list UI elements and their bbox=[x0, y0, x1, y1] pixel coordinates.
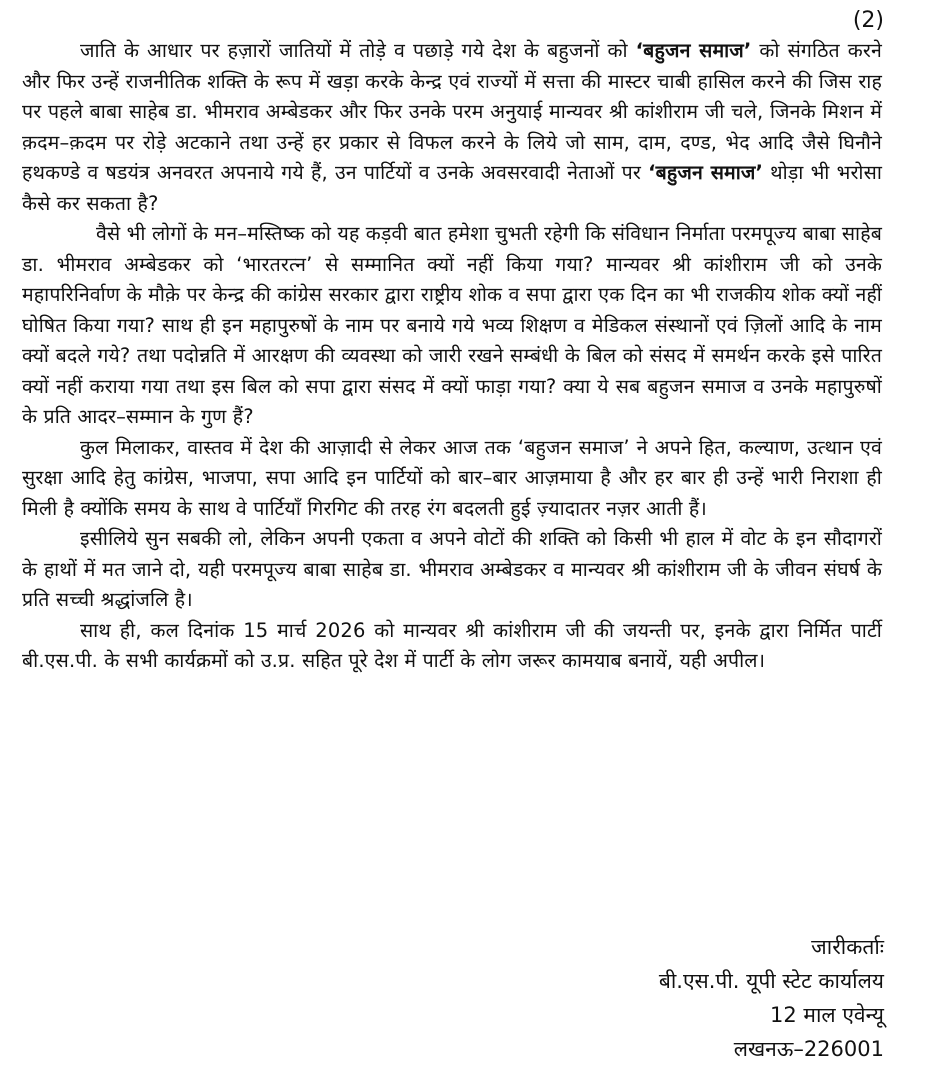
bahujan-samaj-term-1: ‘बहुजन समाज’ bbox=[635, 39, 752, 62]
issuer-street: 12 माल एवेन्यू bbox=[770, 1003, 884, 1027]
issuer-block bbox=[659, 930, 884, 1066]
bahujan-samaj-term-2: ‘बहुजन समाज’ bbox=[648, 161, 764, 184]
issuer-city: लखनऊ–226001 bbox=[733, 1037, 884, 1061]
paragraph-1-middle: को संगठित करने और फिर उन्हें राजनीतिक शक्ति के रूप में खड़ा करके केन्द्र एवं राज्यों में सत्ता की मास्टर चाबी हासिल करने की जिस राह पर पहले बाबा साहेब डा. भीमराव अम्बेडकर और फिर उनके परम अनुयाई मान्यवर श्री कांशीराम जी चले, जिनके मिशन में क़दम–क़दम पर रोड़े अटकाने तथा उन्हें हर प्रकार से विफल करने के लिये जो साम, दाम, दण्ड, भेद आदि जैसे घिनौने हथकण्डे व षडयंत्र अनवरत अपनाये गये हैं, उन पार्टियों व उनके अवसरवादी नेताओं पर bbox=[22, 39, 882, 184]
issuer-office: बी.एस.पी. यूपी स्टेट कार्यालय bbox=[658, 969, 884, 993]
page-number: (2) bbox=[852, 8, 884, 33]
press-release-body bbox=[22, 36, 882, 677]
paragraph-5: साथ ही, कल दिनांक 15 मार्च 2026 को मान्यवर श्री कांशीराम जी की जयन्ती पर, इनके द्वारा निर्मित पार्टी बी.एस.पी. के सभी कार्यक्रमों को उ.प्र. सहित पूरे देश में पार्टी के लोग जरूर कामयाब बनायें, यही अपील। bbox=[22, 618, 882, 672]
paragraph-3: कुल मिलाकर, वास्तव में देश की आज़ादी से लेकर आज तक ‘बहुजन समाज’ ने अपने हित, कल्याण, उत्थान एवं सुरक्षा आदि हेतु कांग्रेस, भाजपा, सपा आदि इन पार्टियों को बार–बार आज़माया है और हर बार ही उन्हें भारी निराशा ही मिली है क्योंकि समय के साथ वे पार्टियाँ गिरगिट की तरह रंग बदलती हुई ज़्यादातर नज़र आती हैं। bbox=[22, 435, 882, 520]
paragraph-4: इसीलिये सुन सबकी लो, लेकिन अपनी एकता व अपने वोटों की शक्ति को किसी भी हाल में वोट के इन सौदागरों के हाथों में मत जाने दो, यही परमपूज्य बाबा साहेब डा. भीमराव अम्बेडकर व मान्यवर श्री कांशीराम जी के जीवन संघर्ष के प्रति सच्ची श्रद्धांजलि है। bbox=[22, 527, 882, 611]
paragraph-1-intro: जाति के आधार पर हज़ारों जातियों में तोड़े व पछाड़े गये देश के बहुजनों को bbox=[80, 39, 636, 62]
paragraph-1-end: थोड़ा भी भरोसा कैसे कर सकता है? bbox=[22, 161, 883, 215]
paragraph-1 bbox=[22, 36, 882, 219]
issuer-label: जारीकर्ताः bbox=[811, 935, 884, 959]
paragraph-2: वैसे भी लोगों के मन–मस्तिष्क को यह कड़वी बात हमेशा चुभती रहेगी कि संविधान निर्माता परमपूज्य बाबा साहेब डा. भीमराव अम्बेडकर को ‘भारतरत्न’ से सम्मानित क्यों नहीं किया गया? मान्यवर श्री कांशीराम जी को उनके महापरिनिर्वाण के मौक़े पर केन्द्र की कांग्रेस सरकार द्वारा राष्ट्रीय शोक व सपा द्वारा एक दिन का भी राजकीय शोक क्यों नहीं घोषित किया गया? साथ ही इन महापुरुषों के नाम पर बनाये गये भव्य शिक्षण व मेडिकल संस्थानों एवं ज़िलों आदि के नाम क्यों बदले गये? तथा पदोन्नति में आरक्षण की व्यवस्था को जारी रखने सम्बंधी के बिल को संसद में समर्थन करके इसे पारित क्यों नहीं कराया गया तथा इस बिल को सपा द्वारा संसद में क्यों फाड़ा गया? क्या ये सब बहुजन समाज व उनके महापुरुषों के प्रति आदर–सम्मान के गुण हैं? bbox=[22, 222, 882, 428]
